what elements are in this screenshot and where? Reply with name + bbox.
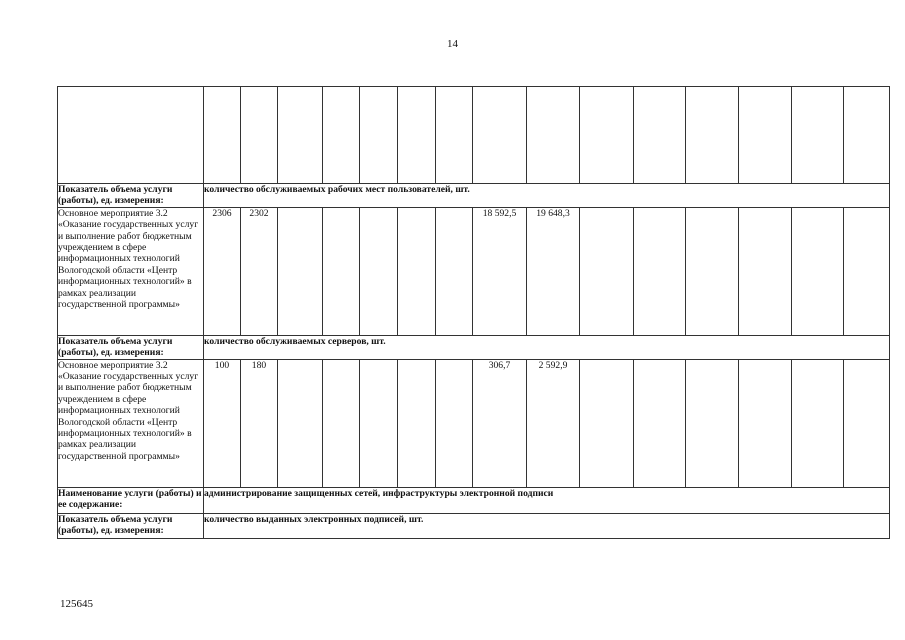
value-cell: 19 648,3 bbox=[527, 207, 580, 335]
activity-row-2 bbox=[58, 359, 890, 487]
indicator-label: Показатель объема услуги (работы), ед. измерения: bbox=[58, 335, 204, 359]
value-cell bbox=[278, 359, 323, 487]
value-cell bbox=[580, 359, 634, 487]
indicator-value-servers: количество обслуживаемых серверов, шт. bbox=[204, 335, 890, 359]
value-cell bbox=[580, 207, 634, 335]
value-cell bbox=[634, 359, 686, 487]
value-cell bbox=[634, 207, 686, 335]
value-cell bbox=[278, 207, 323, 335]
activity-row-1 bbox=[58, 207, 890, 335]
indicator-label: Показатель объема услуги (работы), ед. измерения: bbox=[58, 513, 204, 538]
value-cell: 2302 bbox=[241, 207, 278, 335]
value-cell bbox=[686, 207, 739, 335]
service-name: администрирование защищенных сетей, инфраструктуры электронной подписи bbox=[204, 487, 890, 513]
value-cell bbox=[844, 359, 890, 487]
service-label: Наименование услуги (работы) и ее содержание: bbox=[58, 487, 204, 513]
value-cell bbox=[792, 359, 844, 487]
service-row bbox=[58, 487, 890, 513]
indicator-value-signatures: количество выданных электронных подписей, шт. bbox=[204, 513, 890, 538]
header-cell bbox=[58, 87, 204, 184]
value-cell: 2306 bbox=[204, 207, 241, 335]
value-cell bbox=[398, 207, 436, 335]
value-cell: 2 592,9 bbox=[527, 359, 580, 487]
value-cell bbox=[323, 359, 360, 487]
header-row bbox=[58, 87, 890, 184]
value-cell: 306,7 bbox=[473, 359, 527, 487]
value-cell bbox=[436, 207, 473, 335]
value-cell bbox=[844, 207, 890, 335]
activity-label: Основное мероприятие 3.2 «Оказание государственных услуг и выполнение работ бюджетным учреждением в сфере информационных технологий Вологодской области «Центр информационных технологий» в рамках реализации государственной программы» bbox=[58, 359, 204, 487]
value-cell bbox=[398, 359, 436, 487]
indicator-row-servers bbox=[58, 335, 890, 359]
value-cell bbox=[686, 359, 739, 487]
page-number: 14 bbox=[447, 38, 458, 50]
value-cell: 100 bbox=[204, 359, 241, 487]
indicator-row-workstations bbox=[58, 184, 890, 208]
budget-table bbox=[57, 86, 890, 539]
indicator-label: Показатель объема услуги (работы), ед. измерения: bbox=[58, 184, 204, 208]
activity-label: Основное мероприятие 3.2 «Оказание государственных услуг и выполнение работ бюджетным учреждением в сфере информационных технологий Вологодской области «Центр информационных технологий» в рамках реализации государственной программы» bbox=[58, 207, 204, 335]
value-cell bbox=[739, 207, 792, 335]
indicator-value-workstations: количество обслуживаемых рабочих мест пользователей, шт. bbox=[204, 184, 890, 208]
value-cell bbox=[436, 359, 473, 487]
value-cell bbox=[739, 359, 792, 487]
footer-code: 125645 bbox=[60, 598, 93, 610]
value-cell bbox=[792, 207, 844, 335]
value-cell: 180 bbox=[241, 359, 278, 487]
value-cell bbox=[323, 207, 360, 335]
value-cell bbox=[360, 359, 398, 487]
value-cell: 18 592,5 bbox=[473, 207, 527, 335]
value-cell bbox=[360, 207, 398, 335]
indicator-row-signatures bbox=[58, 513, 890, 538]
